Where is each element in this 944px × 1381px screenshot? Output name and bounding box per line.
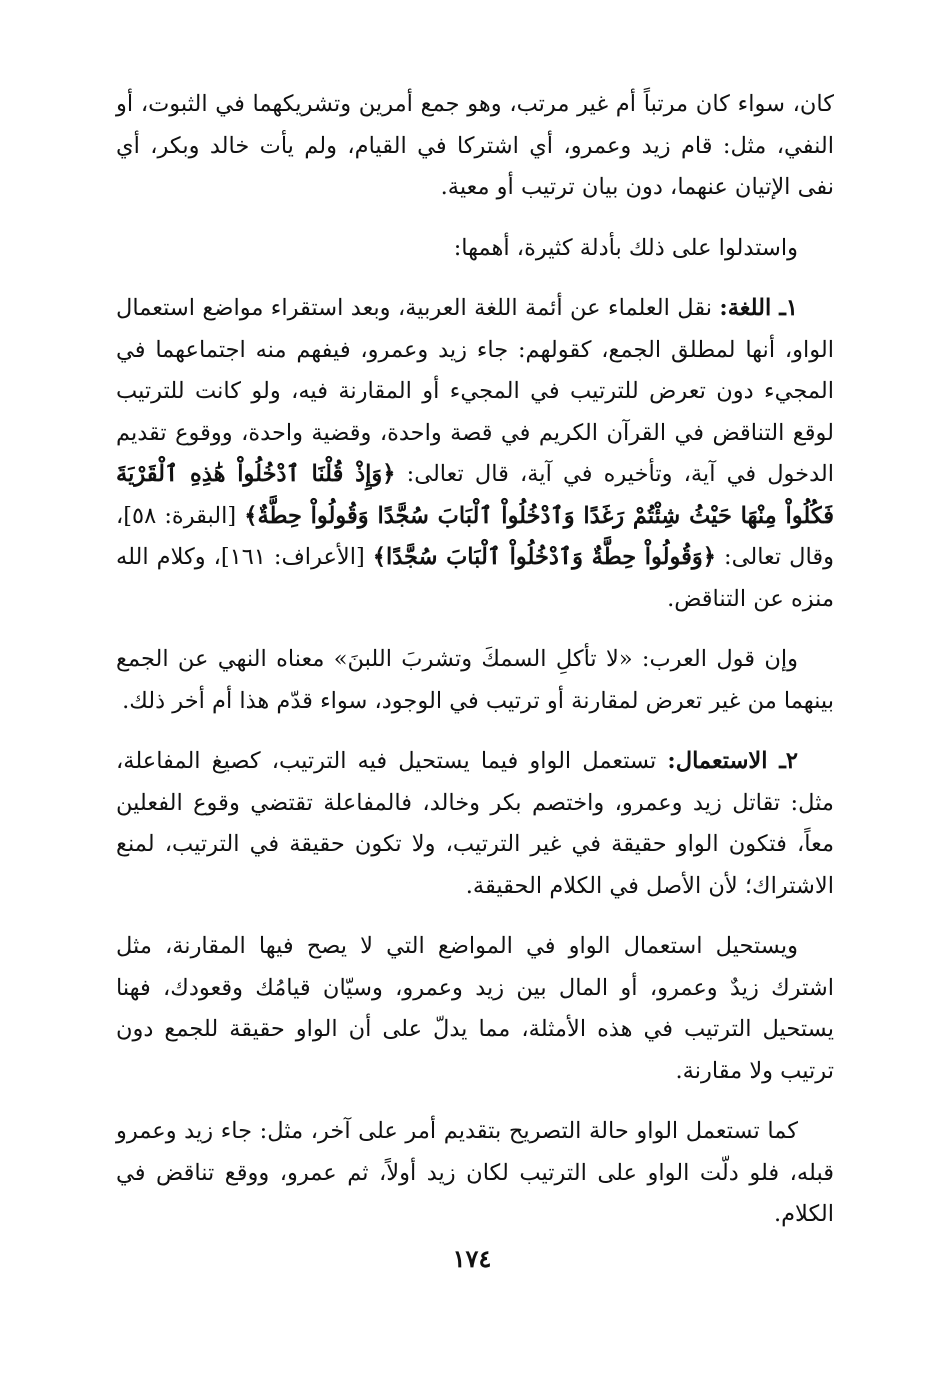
paragraph-explicit-order-text: كما تستعمل الواو حالة التصريح بتقديم أمر على آخر، مثل: جاء زيد وعمرو قبله، فلو دلّت الواو على الترتيب لكان زيد أولاً، ثم عمرو، ووقع تناقض في الكلام. [116, 1118, 834, 1227]
paragraph-definition-text: كان، سواء كان مرتباً أم غير مرتب، وهو جمع أمرين وتشريكهما في الثبوت، أو النفي، مثل: قام زيد وعمرو، أي اشتركا في القيام، ولم يأت خالد وبكر، أي نفى الإتيان عنهما، دون بيان ترتيب أو معية. [116, 91, 834, 200]
body-text [116, 84, 834, 1250]
section-label-usage: ٢ـ الاستعمال: [667, 748, 798, 774]
verse-reference-baqarah: [البقرة: ٥٨]، وقال تعالى: [116, 502, 835, 570]
section-label-language: ١ـ اللغة: [719, 295, 798, 321]
paragraph-arab-saying-text: وإن قول العرب: «لا تأكلِ السمكَ وتشربَ اللبنَ» معناه النهي عن الجمع بينهما من غير تعرض لمقارنة أو ترتيب في الوجود، سواء قدّم هذا أم أخر ذلك. [116, 646, 834, 714]
paragraph-impossibility-text: ويستحيل استعمال الواو في المواضع التي لا يصح فيها المقارنة، مثل اشترك زيدٌ وعمرو، أو المال بين زيد وعمرو، وسيّان قيامُك وقعودك، فهنا يستحيل الترتيب في هذه الأمثلة، مما يدلّ على أن الواو حقيقة للجمع دون ترتيب ولا مقارنة. [116, 933, 834, 1084]
quran-verse-araf: ﴿وَقُولُواْ حِطَّةٌ وَٱدْخُلُواْ ٱلْبَابَ سُجَّدًا﴾ [372, 544, 716, 570]
paragraph-usage-text: تستعمل الواو فيما يستحيل فيه الترتيب، كصيغ المفاعلة، مثل: تقاتل زيد وعمرو، واختصم بكر وخالد، فالمفاعلة تقتضي وقوع الفعلين معاً، فتكون الواو حقيقة في غير الترتيب، ولا تكون حقيقة في الترتيب، لمنع الاشتراك؛ لأن الأصل في الكلام الحقيقة. [116, 748, 834, 899]
paragraph-language [116, 288, 834, 620]
quran-verse-baqarah: ﴿وَإِذْ قُلْنَا ٱدْخُلُواْ هَٰذِهِ ٱلْقَرْيَةَ فَكُلُواْ مِنْهَا حَيْثُ شِئْتُمْ رَغَدًا وَٱدْخُلُواْ ٱلْبَابَ سُجَّدًا وَقُولُواْ حِطَّةٌ﴾ [116, 461, 835, 529]
paragraph-definition [116, 84, 834, 209]
paragraph-arab-saying [116, 639, 834, 722]
paragraph-language-text: نقل العلماء عن أئمة اللغة العربية، وبعد استقراء مواضع استعمال الواو، أنها لمطلق الجمع، كقولهم: جاء زيد وعمرو، فيفهم منه اجتماعهما في المجيء دون تعرض للترتيب في المجيء أو المقارنة فيه، ولو كانت للترتيب لوقع التناقض في القرآن الكريم في قصة واحدة، وقضية واحدة، ووقوع تقديم الدخول في آية، وتأخيره في آية، قال تعالى: [116, 295, 835, 487]
paragraph-evidence-intro [116, 228, 834, 270]
paragraph-usage [116, 741, 834, 907]
page-number: ١٧٤ [452, 1244, 492, 1273]
verse-reference-araf: [الأعراف: ١٦١]، وكلام الله منزه عن التناقض. [116, 544, 834, 612]
paragraph-evidence-intro-text: واستدلوا على ذلك بأدلة كثيرة، أهمها: [453, 234, 798, 261]
paragraph-explicit-order [116, 1111, 834, 1236]
paragraph-impossibility [116, 926, 834, 1092]
